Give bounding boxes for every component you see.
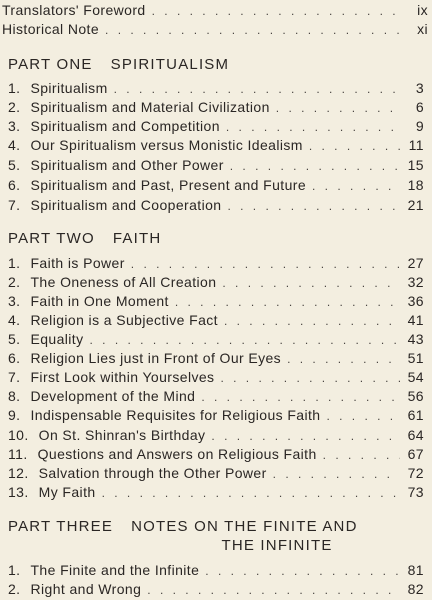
entry-number: 3. [8,118,21,134]
dot-leader [227,199,400,213]
dot-leader [102,486,400,500]
toc-entry [8,80,424,99]
entry-title: Religion is a Subjective Fact [30,312,218,328]
entry-title: Spiritualism and Cooperation [30,197,222,213]
entry-title: Indispensable Requisites for Religious Faith [30,407,321,423]
entry-number: 6. [8,177,21,193]
toc-entry [8,274,424,293]
dot-leader [131,257,400,271]
toc-entry [8,581,424,600]
entry-title: Translators' Foreword [2,2,146,18]
entry-page: 56 [407,388,424,404]
entry-title: Historical Note [2,21,100,37]
part-title-continued: THE INFINITE [221,537,333,554]
toc-entry [8,427,424,446]
entry-title: On St. Shinran's Birthday [38,427,206,443]
toc-entry [8,350,424,369]
entry-title: First Look within Yourselves [30,369,215,385]
entry-number: 7. [8,369,21,385]
dot-leader [211,429,400,443]
part-label: PART THREE [8,518,114,535]
part-heading [8,56,424,73]
entry-page: 43 [407,331,424,347]
entry-title: Religion Lies just in Front of Our Eyes [30,350,282,366]
dot-leader [230,159,400,173]
dot-leader [312,179,400,193]
entry-title: Spiritualism and Material Civilization [30,99,270,115]
entry-page: 51 [407,350,424,366]
toc-entry [8,407,424,426]
entry-page: 82 [407,581,424,597]
toc-entry [8,99,424,118]
dot-leader [276,101,400,115]
toc-entry [8,446,424,465]
dot-leader [226,120,400,134]
entry-title: Spiritualism and Competition [30,118,220,134]
entry-page: 73 [407,484,424,500]
entry-page: 54 [407,369,424,385]
dot-leader [273,467,400,481]
dot-leader [152,4,404,18]
entry-page: ix [417,2,428,18]
toc-entry [8,312,424,331]
entry-number: 6. [8,350,21,366]
toc-entry [8,255,424,274]
entry-page: 64 [407,427,424,443]
toc-entry [8,331,424,350]
entry-number: 4. [8,312,21,328]
entry-title: Faith in One Moment [30,293,169,309]
toc-entry [8,137,424,156]
entry-page: 27 [407,255,424,271]
dot-leader [201,390,400,404]
entry-title: Spiritualism and Other Power [30,157,224,173]
entry-page: 61 [407,407,424,423]
dot-leader [220,371,400,385]
toc-entry [8,197,424,216]
dot-leader [90,333,401,347]
entry-number: 7. [8,197,21,213]
entry-page: 3 [415,80,424,96]
entry-title: My Faith [38,484,96,500]
entry-page: 9 [415,118,424,134]
entry-number: 9. [8,407,21,423]
entry-number: 2. [8,274,21,290]
part-title: SPIRITUALISM [110,56,230,73]
entry-page: 72 [407,465,424,481]
entry-page: 67 [407,446,424,462]
dot-leader [175,295,400,309]
entry-number: 3. [8,293,21,309]
toc-entry [8,293,424,312]
entry-title: The Finite and the Infinite [30,562,200,578]
dot-leader [323,448,400,462]
entry-page: 41 [407,312,424,328]
entry-page: 36 [407,293,424,309]
entry-title: Questions and Answers on Religious Faith [37,446,317,462]
entry-title: Salvation through the Other Power [38,465,267,481]
dot-leader [326,409,400,423]
dot-leader [205,564,400,578]
part-heading [8,518,424,535]
part-title: FAITH [112,230,162,247]
entry-title: Faith is Power [30,255,125,271]
entry-title: Right and Wrong [30,581,142,597]
dot-leader [105,23,404,37]
toc-entry [8,562,424,581]
part-title: NOTES ON THE FINITE AND [131,518,358,535]
toc-entry [8,177,424,196]
part-heading [8,230,424,247]
part-label: PART ONE [8,56,93,73]
entry-number: 2. [8,581,21,597]
entry-page: 6 [415,99,424,115]
entry-number: 1. [8,562,21,578]
entry-page: 81 [407,562,424,578]
entry-number: 10. [8,427,29,443]
toc-entry [8,484,424,503]
entry-number: 5. [8,331,21,347]
toc-entry [8,388,424,407]
entry-title: Spiritualism [30,80,108,96]
entry-number: 2. [8,99,21,115]
entry-page: 21 [407,197,424,213]
entry-number: 11. [8,446,28,462]
entry-title: The Oneness of All Creation [30,274,217,290]
entry-page: 11 [408,137,424,153]
toc-entry [8,465,424,484]
toc-entry [8,118,424,137]
part-label: PART TWO [8,230,95,247]
toc-entry [8,157,424,176]
entry-number: 8. [8,388,21,404]
entry-number: 5. [8,157,21,173]
entry-page: 15 [407,157,424,173]
entry-number: 12. [8,465,29,481]
toc-entry [2,21,428,40]
entry-page: xi [417,21,428,37]
entry-number: 13. [8,484,29,500]
dot-leader [224,314,400,328]
entry-title: Development of the Mind [30,388,196,404]
entry-number: 1. [8,80,21,96]
entry-number: 4. [8,137,21,153]
dot-leader [287,352,400,366]
entry-number: 1. [8,255,21,271]
dot-leader [114,82,400,96]
entry-title: Spiritualism and Past, Present and Future [30,177,307,193]
toc-entry [2,2,428,21]
dot-leader [309,139,400,153]
entry-title: Equality [30,331,84,347]
dot-leader [222,276,400,290]
entry-page: 18 [407,177,424,193]
entry-page: 32 [407,274,424,290]
entry-title: Our Spiritualism versus Monistic Idealism [30,137,303,153]
toc-entry [8,369,424,388]
dot-leader [147,583,400,597]
